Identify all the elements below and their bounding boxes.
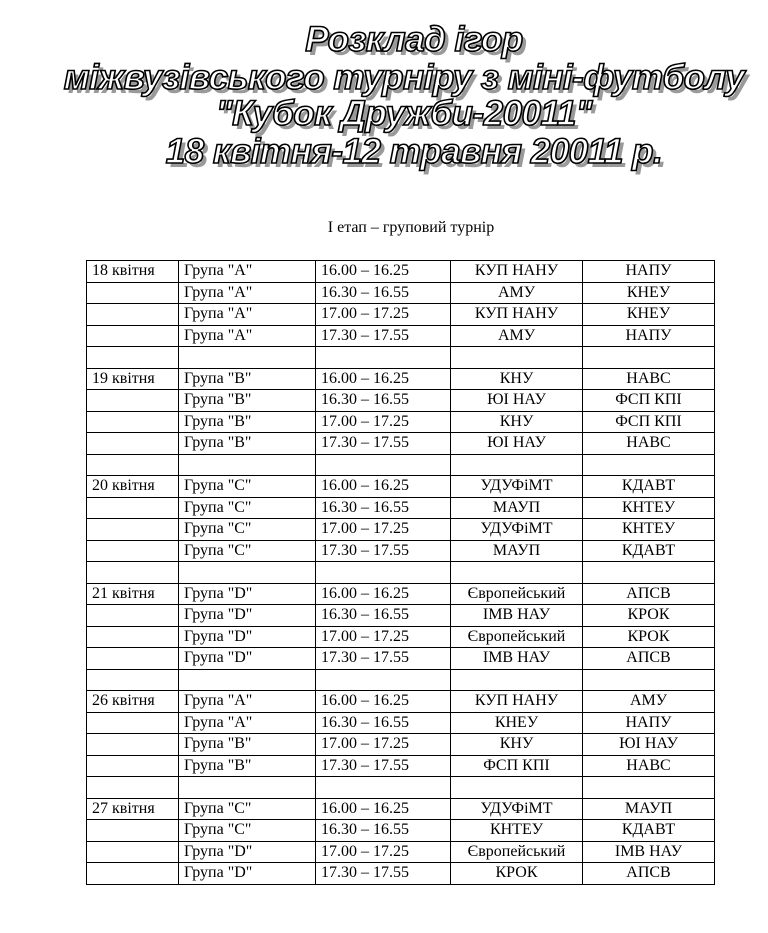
match-time: 16.00 – 16.25: [316, 798, 451, 820]
match-date: [87, 497, 179, 519]
empty-cell: [316, 347, 451, 369]
match-date: [87, 648, 179, 670]
spacer-row: [87, 669, 715, 691]
table-row: [87, 626, 715, 648]
team-away: ФСП КПІ: [583, 411, 715, 433]
match-group: Група "А": [179, 261, 316, 283]
table-row: [87, 261, 715, 283]
empty-cell: [451, 777, 583, 799]
team-away: АМУ: [583, 691, 715, 713]
team-home: ІМВ НАУ: [451, 648, 583, 670]
match-group: Група "В": [179, 390, 316, 412]
schedule-table: [86, 260, 715, 885]
empty-cell: [583, 347, 715, 369]
match-time: 16.30 – 16.55: [316, 497, 451, 519]
spacer-row: [87, 562, 715, 584]
table-row: [87, 863, 715, 885]
match-group: Група "А": [179, 304, 316, 326]
team-home: КНУ: [451, 368, 583, 390]
match-date: [87, 712, 179, 734]
empty-cell: [583, 562, 715, 584]
match-date: [87, 282, 179, 304]
team-home: ЮІ НАУ: [451, 390, 583, 412]
table-row: [87, 519, 715, 541]
team-away: НАПУ: [583, 261, 715, 283]
team-away: КРОК: [583, 605, 715, 627]
match-time: 17.30 – 17.55: [316, 648, 451, 670]
match-time: 17.00 – 17.25: [316, 519, 451, 541]
team-home: КУП НАНУ: [451, 261, 583, 283]
match-time: 17.00 – 17.25: [316, 841, 451, 863]
match-time: 17.30 – 17.55: [316, 863, 451, 885]
match-date: [87, 304, 179, 326]
team-away: КНТЕУ: [583, 519, 715, 541]
match-group: Група "D": [179, 863, 316, 885]
schedule-body: [87, 261, 715, 885]
table-row: [87, 282, 715, 304]
empty-cell: [316, 562, 451, 584]
match-time: 16.30 – 16.55: [316, 282, 451, 304]
match-time: 17.30 – 17.55: [316, 433, 451, 455]
empty-cell: [179, 347, 316, 369]
match-time: 16.30 – 16.55: [316, 390, 451, 412]
match-group: Група "В": [179, 411, 316, 433]
match-date: 27 квітня: [87, 798, 179, 820]
team-home: МАУП: [451, 497, 583, 519]
table-row: [87, 798, 715, 820]
table-row: [87, 583, 715, 605]
match-time: 17.00 – 17.25: [316, 626, 451, 648]
team-home: Європейський: [451, 583, 583, 605]
spacer-row: [87, 454, 715, 476]
match-date: [87, 863, 179, 885]
match-date: [87, 540, 179, 562]
match-date: [87, 519, 179, 541]
match-group: Група "А": [179, 712, 316, 734]
team-away: КНТЕУ: [583, 497, 715, 519]
match-group: Група "D": [179, 626, 316, 648]
match-group: Група "D": [179, 648, 316, 670]
table-row: [87, 433, 715, 455]
spacer-row: [87, 347, 715, 369]
team-away: КДАВТ: [583, 820, 715, 842]
team-away: НАВС: [583, 368, 715, 390]
empty-cell: [451, 669, 583, 691]
empty-cell: [316, 669, 451, 691]
match-date: 26 квітня: [87, 691, 179, 713]
team-home: Європейський: [451, 841, 583, 863]
table-row: [87, 755, 715, 777]
table-row: [87, 476, 715, 498]
team-away: НАВС: [583, 755, 715, 777]
match-date: [87, 390, 179, 412]
table-row: [87, 390, 715, 412]
empty-cell: [451, 347, 583, 369]
team-away: ФСП КПІ: [583, 390, 715, 412]
team-away: КНЕУ: [583, 304, 715, 326]
match-date: [87, 734, 179, 756]
match-group: Група "А": [179, 325, 316, 347]
empty-cell: [451, 454, 583, 476]
team-away: НАВС: [583, 433, 715, 455]
team-home: АМУ: [451, 282, 583, 304]
match-time: 16.30 – 16.55: [316, 820, 451, 842]
team-home: ФСП КПІ: [451, 755, 583, 777]
match-date: [87, 605, 179, 627]
match-time: 17.30 – 17.55: [316, 540, 451, 562]
match-time: 16.00 – 16.25: [316, 368, 451, 390]
match-group: Група "В": [179, 368, 316, 390]
table-row: [87, 411, 715, 433]
spacer-row: [87, 777, 715, 799]
empty-cell: [316, 777, 451, 799]
match-group: Група "С": [179, 820, 316, 842]
team-home: УДУФіМТ: [451, 476, 583, 498]
match-time: 17.00 – 17.25: [316, 734, 451, 756]
title-line-2: міжвузівського турніру з міні-футболу: [63, 58, 745, 97]
team-home: АМУ: [451, 325, 583, 347]
team-away: АПСВ: [583, 583, 715, 605]
empty-cell: [316, 454, 451, 476]
table-row: [87, 841, 715, 863]
table-row: [87, 368, 715, 390]
empty-cell: [583, 777, 715, 799]
empty-cell: [179, 669, 316, 691]
match-time: 16.00 – 16.25: [316, 476, 451, 498]
table-row: [87, 304, 715, 326]
match-time: 16.30 – 16.55: [316, 605, 451, 627]
match-date: [87, 626, 179, 648]
match-time: 16.00 – 16.25: [316, 261, 451, 283]
table-row: [87, 820, 715, 842]
team-away: ІМВ НАУ: [583, 841, 715, 863]
match-time: 17.30 – 17.55: [316, 325, 451, 347]
team-away: КДАВТ: [583, 476, 715, 498]
match-date: 21 квітня: [87, 583, 179, 605]
empty-cell: [179, 562, 316, 584]
match-time: 16.00 – 16.25: [316, 691, 451, 713]
match-date: [87, 433, 179, 455]
empty-cell: [583, 669, 715, 691]
team-away: НАПУ: [583, 712, 715, 734]
match-time: 17.30 – 17.55: [316, 755, 451, 777]
table-row: [87, 605, 715, 627]
title-line-1: Розклад ігор: [305, 20, 523, 59]
empty-cell: [179, 777, 316, 799]
match-group: Група "В": [179, 433, 316, 455]
match-date: [87, 820, 179, 842]
match-time: 17.00 – 17.25: [316, 304, 451, 326]
empty-cell: [87, 562, 179, 584]
team-home: КУП НАНУ: [451, 304, 583, 326]
table-row: [87, 497, 715, 519]
team-home: КРОК: [451, 863, 583, 885]
empty-cell: [179, 454, 316, 476]
team-away: ЮІ НАУ: [583, 734, 715, 756]
team-home: КНУ: [451, 411, 583, 433]
match-group: Група "С": [179, 476, 316, 498]
match-group: Група "D": [179, 841, 316, 863]
match-group: Група "С": [179, 798, 316, 820]
team-away: КДАВТ: [583, 540, 715, 562]
match-date: 19 квітня: [87, 368, 179, 390]
team-home: УДУФіМТ: [451, 798, 583, 820]
match-time: 16.00 – 16.25: [316, 583, 451, 605]
team-home: УДУФіМТ: [451, 519, 583, 541]
empty-cell: [583, 454, 715, 476]
match-date: [87, 411, 179, 433]
match-date: 20 квітня: [87, 476, 179, 498]
table-row: [87, 540, 715, 562]
team-home: КУП НАНУ: [451, 691, 583, 713]
match-group: Група "D": [179, 605, 316, 627]
table-row: [87, 691, 715, 713]
table-row: [87, 734, 715, 756]
team-home: КНУ: [451, 734, 583, 756]
team-away: КРОК: [583, 626, 715, 648]
stage-subtitle: І етап – груповий турнір: [327, 219, 495, 236]
table-row: [87, 648, 715, 670]
team-home: МАУП: [451, 540, 583, 562]
empty-cell: [87, 454, 179, 476]
match-time: 17.00 – 17.25: [316, 411, 451, 433]
empty-cell: [451, 562, 583, 584]
title-line-4: 18 квітня-12 травня 20011 р.: [165, 132, 663, 171]
match-group: Група "С": [179, 540, 316, 562]
match-group: Група "А": [179, 282, 316, 304]
match-group: Група "D": [179, 583, 316, 605]
team-home: ІМВ НАУ: [451, 605, 583, 627]
table-row: [87, 325, 715, 347]
team-home: Європейський: [451, 626, 583, 648]
match-time: 16.30 – 16.55: [316, 712, 451, 734]
document-title: [0, 22, 768, 172]
match-date: 18 квітня: [87, 261, 179, 283]
table-row: [87, 712, 715, 734]
empty-cell: [87, 777, 179, 799]
match-date: [87, 325, 179, 347]
team-home: ЮІ НАУ: [451, 433, 583, 455]
empty-cell: [87, 669, 179, 691]
match-group: Група "В": [179, 734, 316, 756]
empty-cell: [87, 347, 179, 369]
match-group: Група "С": [179, 497, 316, 519]
match-date: [87, 841, 179, 863]
team-away: АПСВ: [583, 863, 715, 885]
team-away: КНЕУ: [583, 282, 715, 304]
team-home: КНЕУ: [451, 712, 583, 734]
team-away: МАУП: [583, 798, 715, 820]
match-date: [87, 755, 179, 777]
team-away: НАПУ: [583, 325, 715, 347]
team-home: КНТЕУ: [451, 820, 583, 842]
match-group: Група "С": [179, 519, 316, 541]
title-line-3: "Кубок Дружби-20011": [216, 94, 592, 133]
team-away: АПСВ: [583, 648, 715, 670]
match-group: Група "В": [179, 755, 316, 777]
match-group: Група "А": [179, 691, 316, 713]
